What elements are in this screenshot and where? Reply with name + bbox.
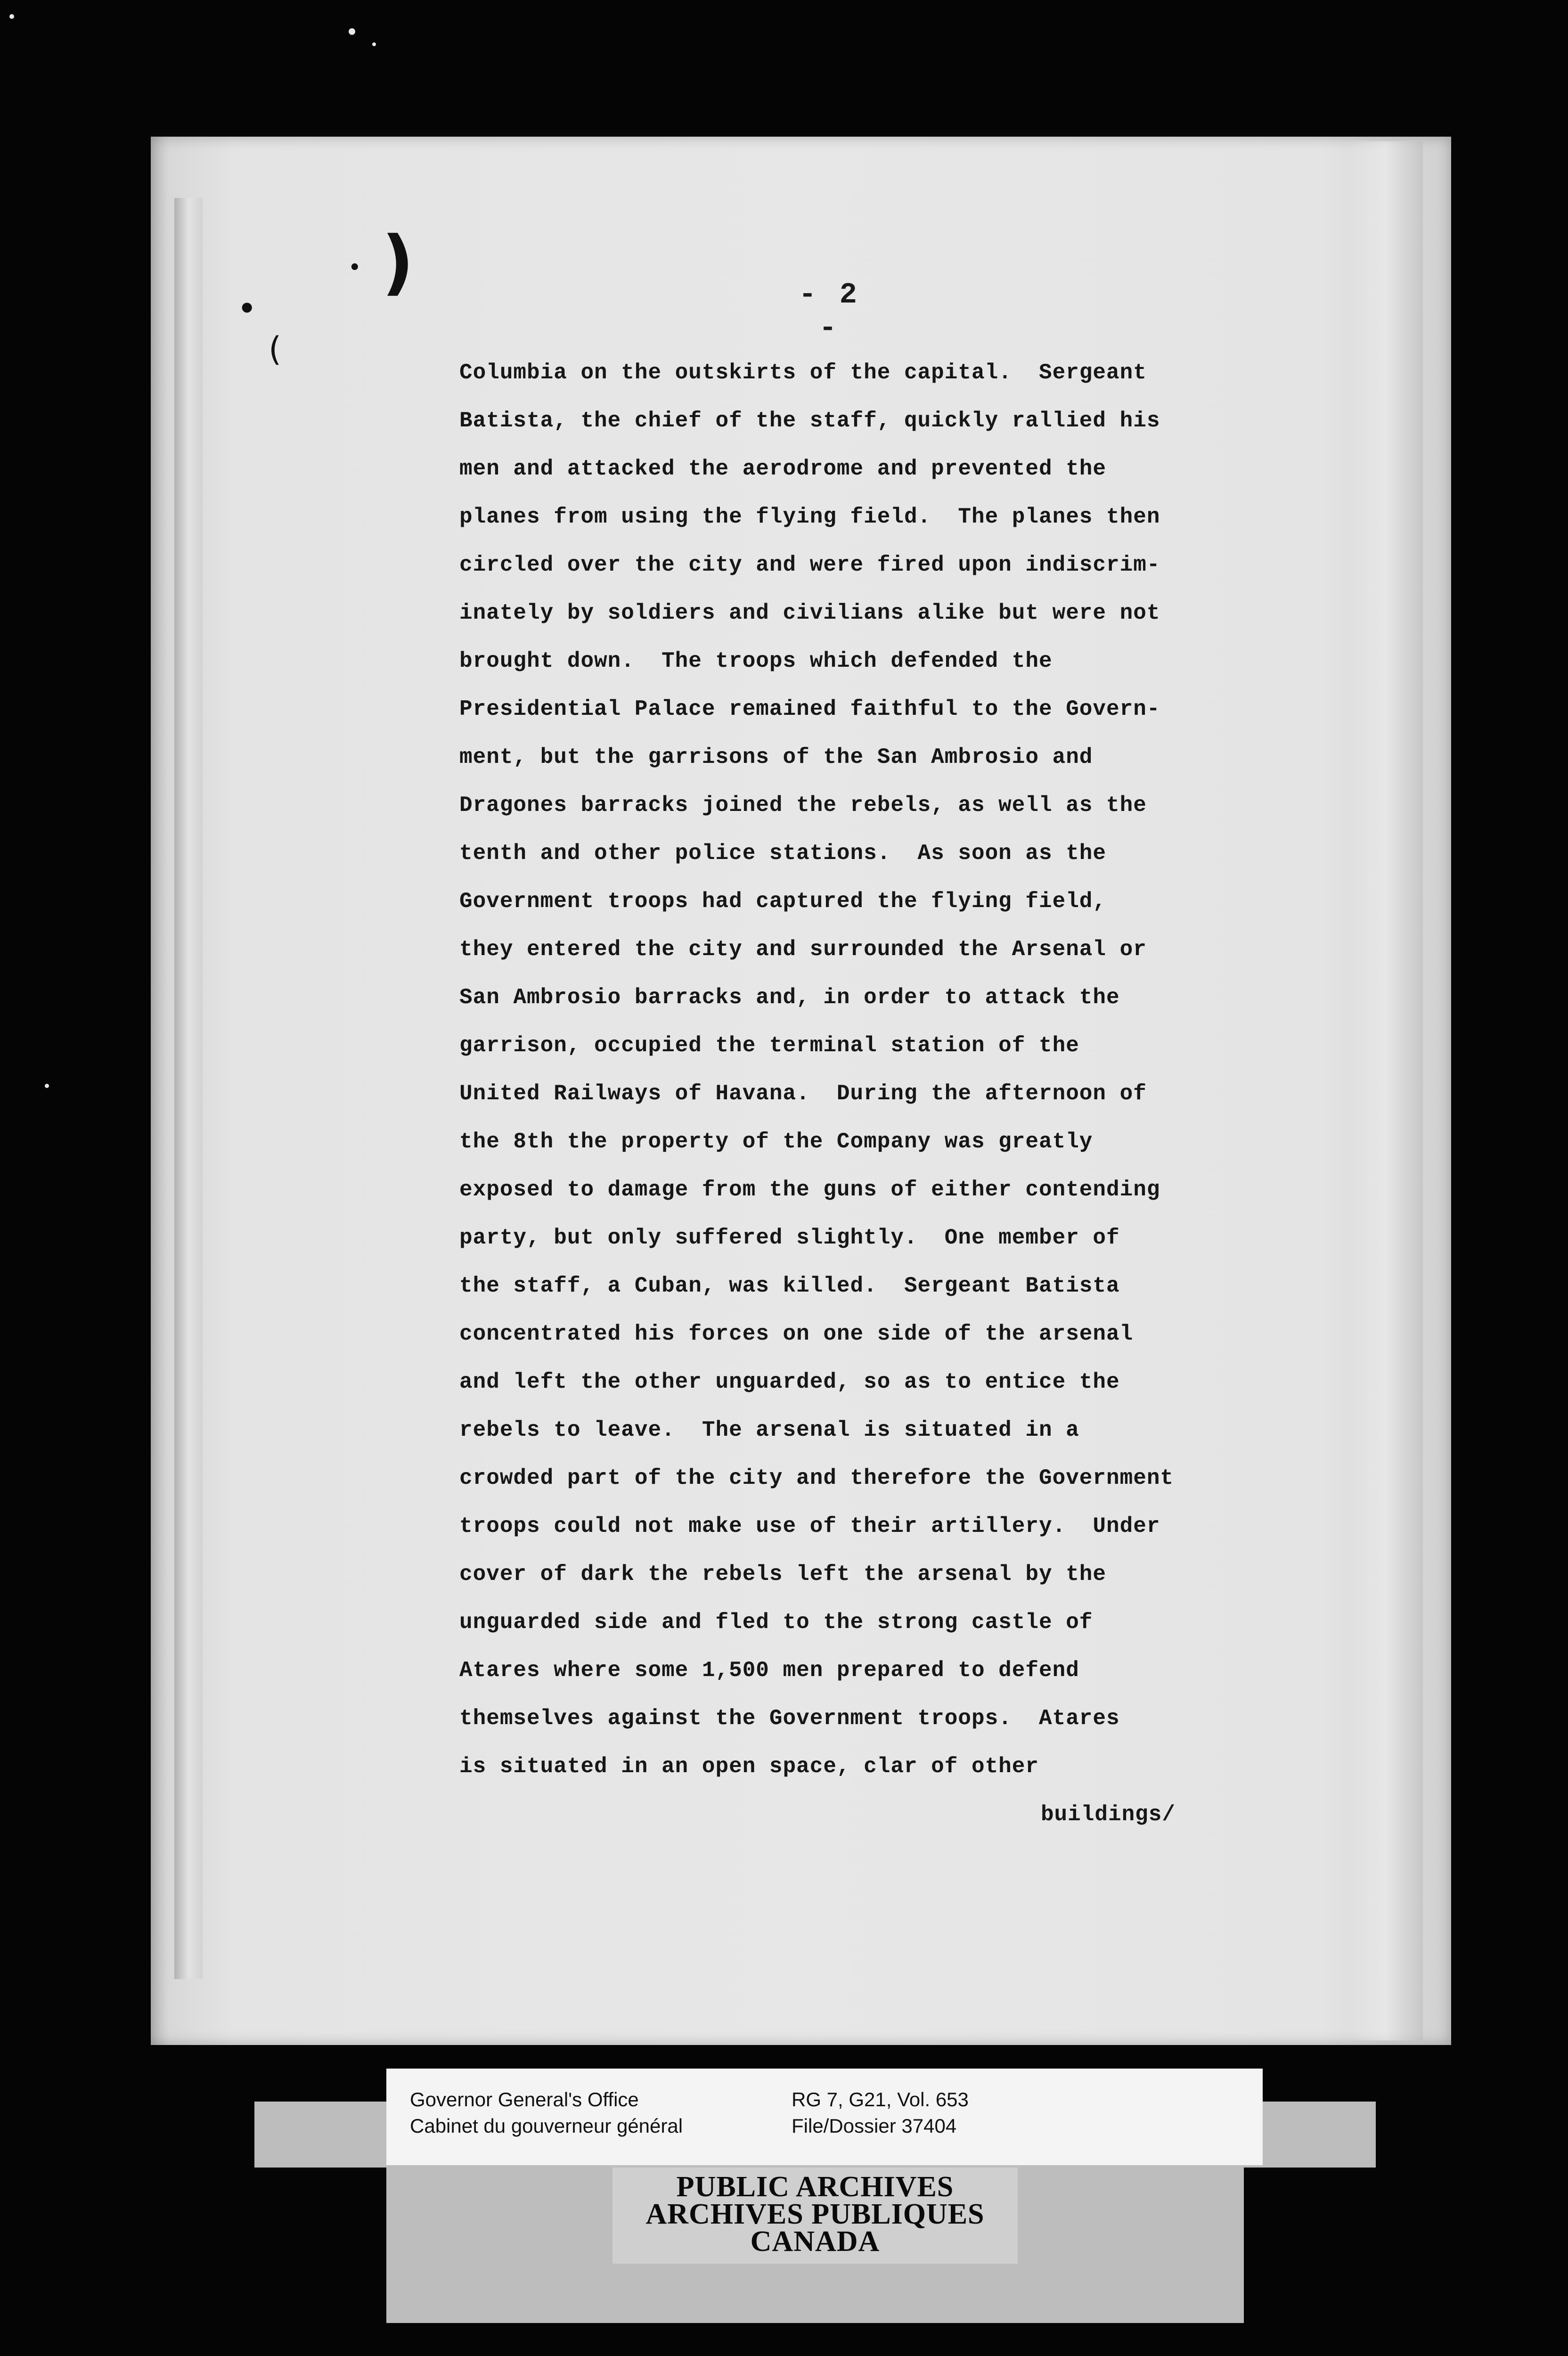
text-line: exposed to damage from the guns of either contending [459,1178,1160,1202]
text-line: circled over the city and were fired upon indiscrim- [459,553,1160,577]
archive-reference [792,2086,969,2139]
text-line: Atares where some 1,500 men prepared to defend [459,1658,1079,1683]
text-line: garrison, occupied the terminal station of the [459,1033,1079,1058]
text-line: Dragones barracks joined the rebels, as well as the [459,793,1147,818]
text-line: troops could not make use of their artillery. Under [459,1514,1160,1538]
public-archives-stamp [386,2168,1244,2264]
file-number: File/Dossier 37404 [792,2115,957,2137]
text-line: United Railways of Havana. During the afternoon of [459,1081,1147,1106]
ink-mark: • [238,292,256,325]
text-line: themselves against the Government troops. Atares [459,1706,1120,1731]
record-group-reference: RG 7, G21, Vol. 653 [792,2088,969,2111]
text-line: Columbia on the outskirts of the capital. Sergeant [459,360,1147,385]
text-line: the 8th the property of the Company was greatly [459,1129,1093,1154]
stamp-box [612,2168,1017,2264]
film-speck [349,28,355,35]
film-speck [9,14,14,19]
ink-mark: ) [382,221,414,303]
text-line: party, but only suffered slightly. One member of [459,1226,1120,1250]
text-line: inately by soldiers and civilians alike but were not [459,601,1160,625]
ink-mark: • [349,257,361,278]
office-names [410,2086,683,2139]
text-line: they entered the city and surrounded the Arsenal or [459,937,1147,962]
text-line: crowded part of the city and therefore the Government [459,1466,1174,1490]
text-line: and left the other unguarded, so as to entice the [459,1370,1120,1394]
text-line: unguarded side and fled to the strong castle of [459,1610,1093,1635]
text-line: planes from using the flying field. The planes then [459,505,1160,529]
page-number: - 2 - [799,278,860,345]
text-line: Government troops had captured the flying field, [459,889,1107,914]
text-line: San Ambrosio barracks and, in order to attack the [459,985,1120,1010]
text-line: cover of dark the rebels left the arsenal by the [459,1562,1107,1587]
office-name-fr: Cabinet du gouverneur général [410,2115,683,2137]
ink-mark: ( [269,330,282,368]
text-line: Batista, the chief of the staff, quickly rallied his [459,409,1160,433]
text-line: is situated in an open space, clar of other [459,1754,1039,1779]
text-line: brought down. The troops which defended the [459,649,1053,673]
text-line: the staff, a Cuban, was killed. Sergeant Batista [459,1274,1120,1298]
catchword: buildings/ [1040,1802,1176,1827]
text-line: men and attacked the aerodrome and prevented the [459,457,1107,481]
stamp-line-1: PUBLIC ARCHIVES [676,2171,954,2203]
archive-reference-card [386,2069,1263,2165]
sheet-fold-shadow [174,198,203,1979]
text-line: rebels to leave. The arsenal is situated in a [459,1418,1079,1442]
text-line: Presidential Palace remained faithful to the Govern- [459,697,1160,721]
office-name-en: Governor General's Office [410,2088,639,2111]
text-line: ment, but the garrisons of the San Ambrosio and [459,745,1093,769]
film-speck [372,42,376,46]
text-line: concentrated his forces on one side of the arsenal [459,1322,1134,1346]
typed-letter-body [459,349,1241,1839]
film-speck [45,1084,49,1088]
sheet-right-edge [1348,141,1423,2040]
stamp-line-3: CANADA [750,2225,880,2258]
text-line: tenth and other police stations. As soon as the [459,841,1107,866]
stamp-line-2: ARCHIVES PUBLIQUES [645,2198,985,2230]
